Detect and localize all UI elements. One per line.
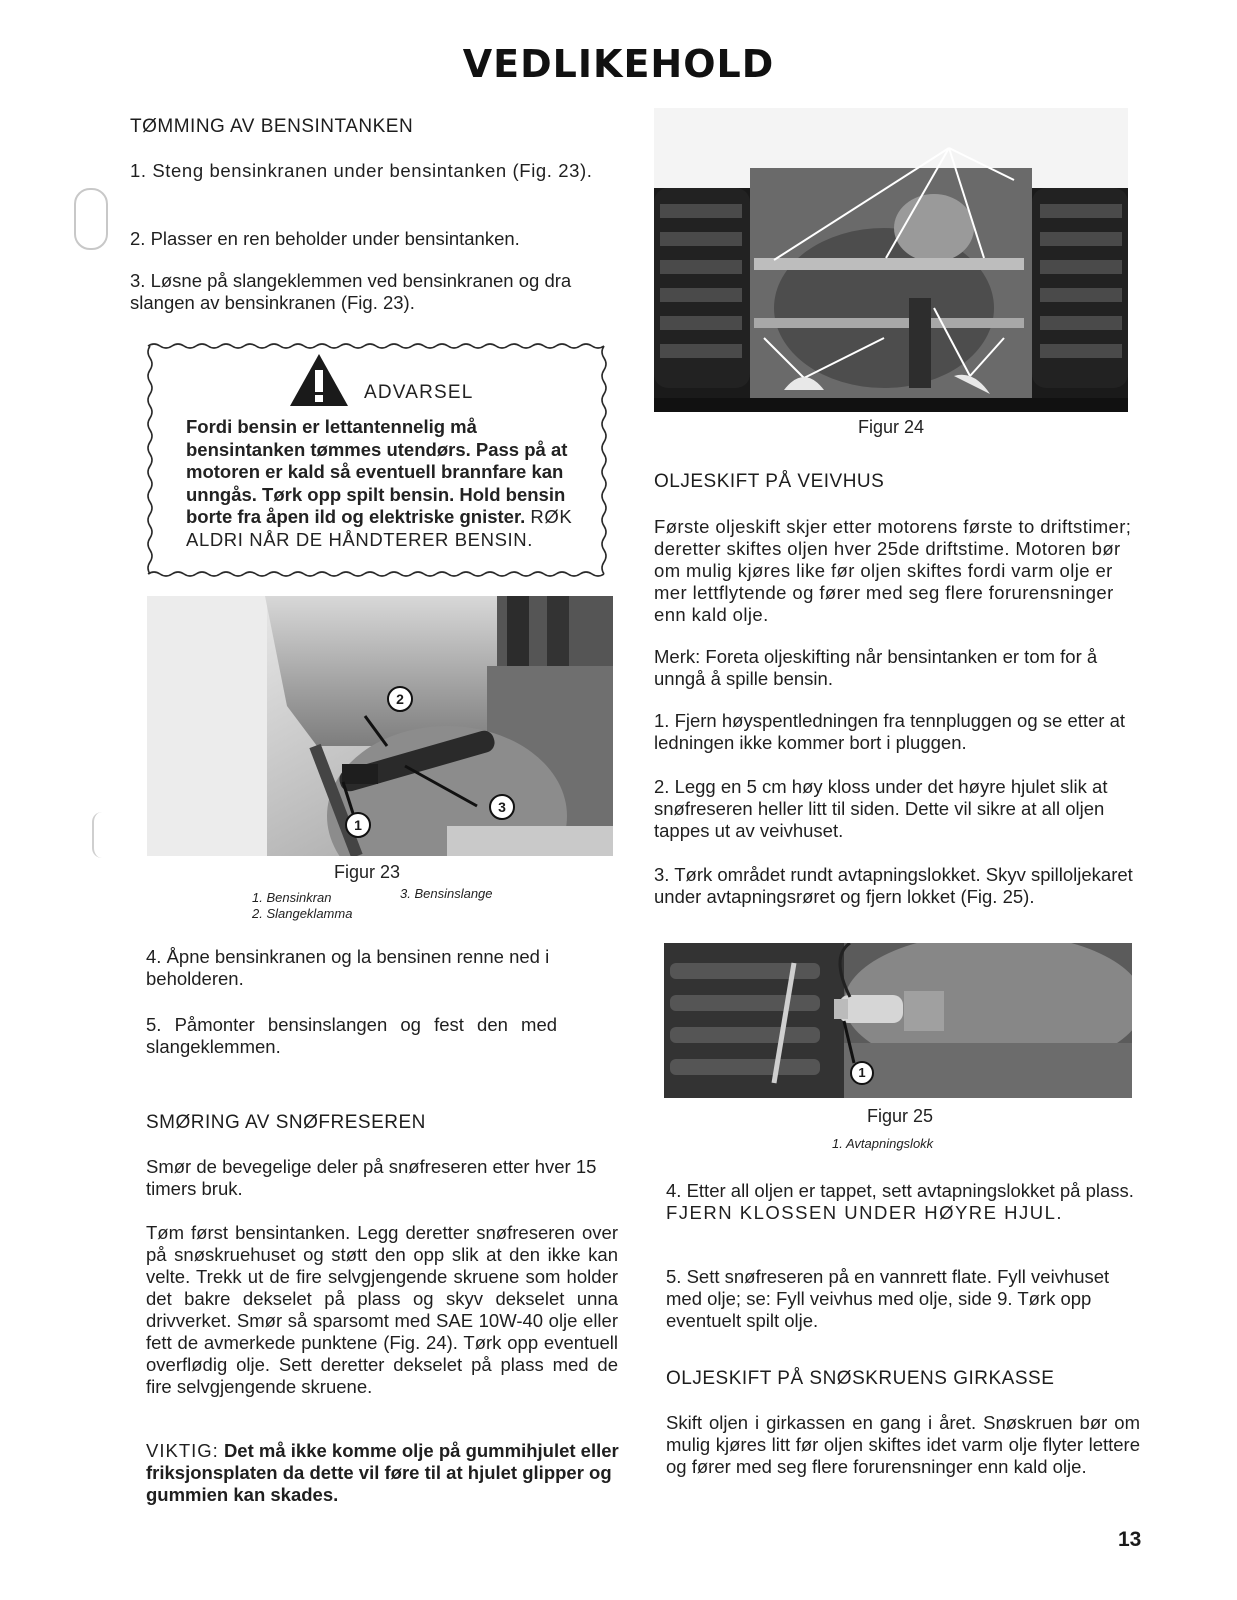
- figure-25-illustration: [664, 943, 1132, 1098]
- figure-24-caption: Figur 24: [857, 417, 925, 437]
- merk-text: Foreta oljeskifting når bensintanken er tom for å unngå å spille bensin.: [654, 646, 1098, 689]
- page-title: VEDLIKEHOLD: [462, 42, 775, 86]
- oljeskift-step-3: 3. Tørk området rundt avtapningslokket. Skyv spilloljekaret under avtapningsrøret og fjern lokket (Fig. 25).: [654, 864, 1133, 907]
- merk-label: Merk:: [654, 646, 701, 667]
- figure-23-legend-2: 2. Slangeklamma: [252, 906, 353, 921]
- viktig-text: Det må ikke komme olje på gummihjulet eller friksjonsplaten da dette vil føre til at hjulet glipper og gummien kan skades.: [146, 1440, 619, 1505]
- section-heading-girkasse: OLJESKIFT PÅ SNØSKRUENS GIRKASSE: [666, 1368, 1055, 1389]
- figure-24-illustration: [654, 108, 1128, 412]
- figure-23-legend-3: 3. Bensinslange: [400, 886, 493, 901]
- warning-text: [186, 416, 580, 551]
- figure-25-photo: [664, 943, 1132, 1098]
- warning-box: [144, 338, 610, 582]
- oljeskift-step-4: [666, 1180, 1140, 1224]
- tomming-step-1: 1. Steng bensinkranen under bensintanken (Fig. 23).: [130, 160, 593, 181]
- tomming-step-5: 5. Påmonter bensinslangen og fest den med slangeklemmen.: [146, 1014, 558, 1057]
- figure-23-caption: Figur 23: [333, 862, 401, 882]
- callout-2: 2: [387, 686, 413, 712]
- tomming-step-3: 3. Løsne på slangeklemmen ved bensinkranen og dra slangen av bensinkranen (Fig. 23).: [130, 270, 572, 313]
- page-number: 13: [1118, 1528, 1142, 1551]
- girkasse-paragraph: Skift oljen i girkassen en gang i året. Snøskruen bør om mulig kjøres litt før oljen skiftes idet varm olje flyter lettere og fører med seg flere forurensninger enn kald olje.: [666, 1412, 1140, 1477]
- tomming-step-4: 4. Åpne bensinkranen og la bensinen renne ned i beholderen.: [146, 946, 550, 989]
- figure-23-illustration: [147, 596, 613, 856]
- oljeskift-step-4-caps: FJERN KLOSSEN UNDER HØYRE HJUL.: [666, 1202, 1064, 1223]
- oljeskift-step-1: 1. Fjern høyspentledningen fra tennpluggen og se etter at ledningen ikke kommer bort i pluggen.: [654, 710, 1126, 753]
- smoring-paragraph-2: Tøm først bensintanken. Legg deretter snøfreseren over på snøskruehuset og støtt den opp slik at den ikke kan velte. Trekk ut de fire selvgjengende skruene som holder det bakre dekselet på plass og skyv dekselet unna drivverket. Smør så sparsomt med SAE 10W-40 olje eller fett de avmerkede punktene (Fig. 24). Tørk opp eventuell overflødig olje. Sett deretter dekselet på plass med de fire selvgjengende skruene.: [146, 1222, 618, 1397]
- warning-triangle-icon: [288, 352, 350, 408]
- margin-mark: [92, 812, 112, 858]
- margin-mark: [74, 188, 108, 250]
- oljeskift-step-4-text: 4. Etter all oljen er tappet, sett avtapningslokket på plass.: [666, 1180, 1134, 1201]
- figure-25-legend: 1. Avtapningslokk: [832, 1136, 934, 1151]
- warning-caps: RØK ALDRI NÅR DE HÅNDTERER BENSIN.: [186, 506, 573, 550]
- viktig-label: VIKTIG:: [146, 1440, 219, 1461]
- section-heading-oljeskift-veivhus: OLJESKIFT PÅ VEIVHUS: [654, 471, 885, 492]
- warning-body: Fordi bensin er lettantennelig må bensintanken tømmes utendørs. Pass på at motoren er kald så eventuell brannfare kan unngås. Tørk opp spilt bensin. Hold bensin borte fra åpen ild og elektriske gnister.: [186, 416, 568, 527]
- smoring-paragraph-1: Smør de bevegelige deler på snøfreseren etter hver 15 timers bruk.: [146, 1156, 597, 1199]
- figure-23-legend-1: 1. Bensinkran: [252, 890, 332, 905]
- callout-1: 1: [345, 812, 371, 838]
- oljeskift-step-5: 5. Sett snøfreseren på en vannrett flate. Fyll veivhuset med olje; se: Fyll veivhus med olje, side 9. Tørk opp eventuelt spilt olje.: [666, 1266, 1110, 1331]
- viktig-note: [146, 1440, 622, 1506]
- section-heading-tomming: TØMMING AV BENSINTANKEN: [130, 116, 414, 137]
- oljeskift-step-2: 2. Legg en 5 cm høy kloss under det høyre hjulet slik at snøfreseren heller litt til siden. Dette vil sikre at all oljen tappes ut av veivhuset.: [654, 776, 1108, 841]
- callout-3: 3: [489, 794, 515, 820]
- oljeskift-paragraph-1: Første oljeskift skjer etter motorens første to driftstimer; deretter skiftes oljen hver 25de driftstime. Motoren bør om mulig kjøres like før oljen skiftes fordi varm olje er mer lettflytende og fører med seg flere forurensninger enn kald olje.: [654, 516, 1132, 625]
- figure-23-photo: [147, 596, 613, 856]
- warning-title: ADVARSEL: [364, 382, 474, 403]
- figure-24-photo: [654, 108, 1128, 412]
- merk-note: [654, 646, 1134, 690]
- tomming-step-2: 2. Plasser en ren beholder under bensintanken.: [130, 228, 520, 249]
- section-heading-smoring: SMØRING AV SNØFRESEREN: [146, 1112, 426, 1133]
- figure-25-caption: Figur 25: [866, 1106, 934, 1126]
- callout-1: 1: [850, 1061, 874, 1085]
